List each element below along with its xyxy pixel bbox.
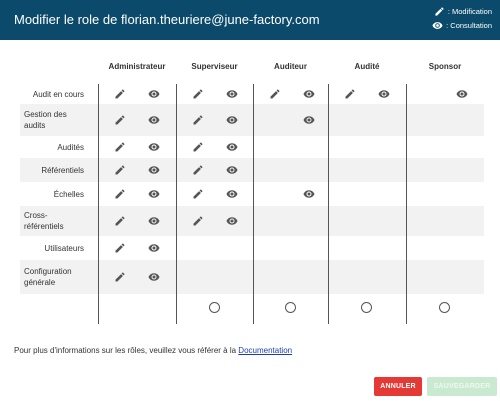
pencil-icon[interactable] bbox=[192, 188, 204, 200]
legend-consultation-label: : Consultation bbox=[446, 21, 492, 30]
permission-row bbox=[20, 236, 484, 260]
pencil-icon[interactable] bbox=[192, 141, 204, 153]
eye-icon[interactable] bbox=[226, 164, 238, 176]
eye-icon[interactable] bbox=[148, 215, 160, 227]
pencil-icon[interactable] bbox=[344, 88, 356, 100]
eye-icon[interactable] bbox=[378, 88, 390, 100]
pencil-icon[interactable] bbox=[114, 164, 126, 176]
permission-row bbox=[20, 136, 484, 158]
eye-icon[interactable] bbox=[456, 88, 468, 100]
row-label: Échelles bbox=[53, 190, 84, 199]
column-divider bbox=[176, 84, 177, 324]
pencil-icon[interactable] bbox=[114, 188, 126, 200]
eye-icon[interactable] bbox=[148, 141, 160, 153]
eye-icon[interactable] bbox=[303, 188, 315, 200]
cancel-button[interactable]: ANNULER bbox=[374, 377, 422, 396]
pencil-icon[interactable] bbox=[114, 114, 126, 126]
eye-icon[interactable] bbox=[226, 215, 238, 227]
row-label: Utilisateurs bbox=[44, 244, 84, 253]
column-header: Superviseur bbox=[191, 62, 238, 71]
pencil-icon[interactable] bbox=[114, 271, 126, 283]
eye-icon[interactable] bbox=[303, 88, 315, 100]
documentation-link[interactable]: Documentation bbox=[238, 346, 293, 355]
eye-icon[interactable] bbox=[303, 114, 315, 126]
dialog-title: Modifier le role de florian.theuriere@june-factory.com bbox=[14, 12, 320, 27]
permission-row bbox=[20, 182, 484, 206]
eye-icon bbox=[432, 20, 443, 31]
info-text-body: Pour plus d'informations sur les rôles, veuillez vous référer à la bbox=[14, 346, 239, 355]
pencil-icon[interactable] bbox=[114, 242, 126, 254]
pencil-icon[interactable] bbox=[192, 215, 204, 227]
permission-row bbox=[20, 158, 484, 182]
eye-icon[interactable] bbox=[148, 271, 160, 283]
pencil-icon[interactable] bbox=[114, 141, 126, 153]
pencil-icon[interactable] bbox=[114, 88, 126, 100]
column-divider bbox=[406, 84, 407, 324]
column-header: Administrateur bbox=[108, 62, 166, 71]
role-radio[interactable] bbox=[285, 302, 296, 313]
column-header: Auditeur bbox=[274, 62, 307, 71]
pencil-icon[interactable] bbox=[269, 88, 281, 100]
column-header: Sponsor bbox=[428, 62, 462, 71]
eye-icon[interactable] bbox=[148, 114, 160, 126]
column-header: Audité bbox=[354, 62, 380, 71]
pencil-icon[interactable] bbox=[192, 114, 204, 126]
role-radio[interactable] bbox=[209, 302, 220, 313]
legend-modification bbox=[434, 6, 492, 17]
role-radio[interactable] bbox=[361, 302, 372, 313]
save-button[interactable]: SAUVEGARDER bbox=[427, 377, 497, 396]
row-label: Configuration générale bbox=[24, 267, 72, 287]
row-label: Audit en cours bbox=[32, 90, 84, 99]
permission-row bbox=[20, 104, 484, 136]
eye-icon[interactable] bbox=[226, 88, 238, 100]
pencil-icon[interactable] bbox=[114, 215, 126, 227]
permission-row bbox=[20, 84, 484, 104]
pencil-icon[interactable] bbox=[192, 164, 204, 176]
eye-icon[interactable] bbox=[226, 114, 238, 126]
info-text bbox=[14, 346, 292, 355]
eye-icon[interactable] bbox=[148, 164, 160, 176]
permission-row bbox=[20, 206, 484, 236]
legend-consultation bbox=[432, 20, 492, 31]
eye-icon[interactable] bbox=[148, 88, 160, 100]
pencil-icon bbox=[434, 6, 445, 17]
dialog-header bbox=[0, 0, 500, 40]
eye-icon[interactable] bbox=[148, 188, 160, 200]
row-label: Référentiels bbox=[41, 166, 84, 175]
row-label: Gestion des audits bbox=[24, 110, 67, 130]
pencil-icon[interactable] bbox=[192, 88, 204, 100]
permission-row bbox=[20, 260, 484, 294]
eye-icon[interactable] bbox=[226, 141, 238, 153]
column-divider bbox=[98, 84, 99, 324]
role-radio[interactable] bbox=[439, 302, 450, 313]
column-divider bbox=[328, 84, 329, 324]
row-label: Audités bbox=[57, 143, 84, 152]
column-divider bbox=[253, 84, 254, 324]
eye-icon[interactable] bbox=[226, 188, 238, 200]
legend-modification-label: : Modification bbox=[447, 7, 492, 16]
permissions-table bbox=[20, 62, 484, 324]
eye-icon[interactable] bbox=[148, 242, 160, 254]
row-label: Cross-référentiels bbox=[24, 211, 64, 231]
